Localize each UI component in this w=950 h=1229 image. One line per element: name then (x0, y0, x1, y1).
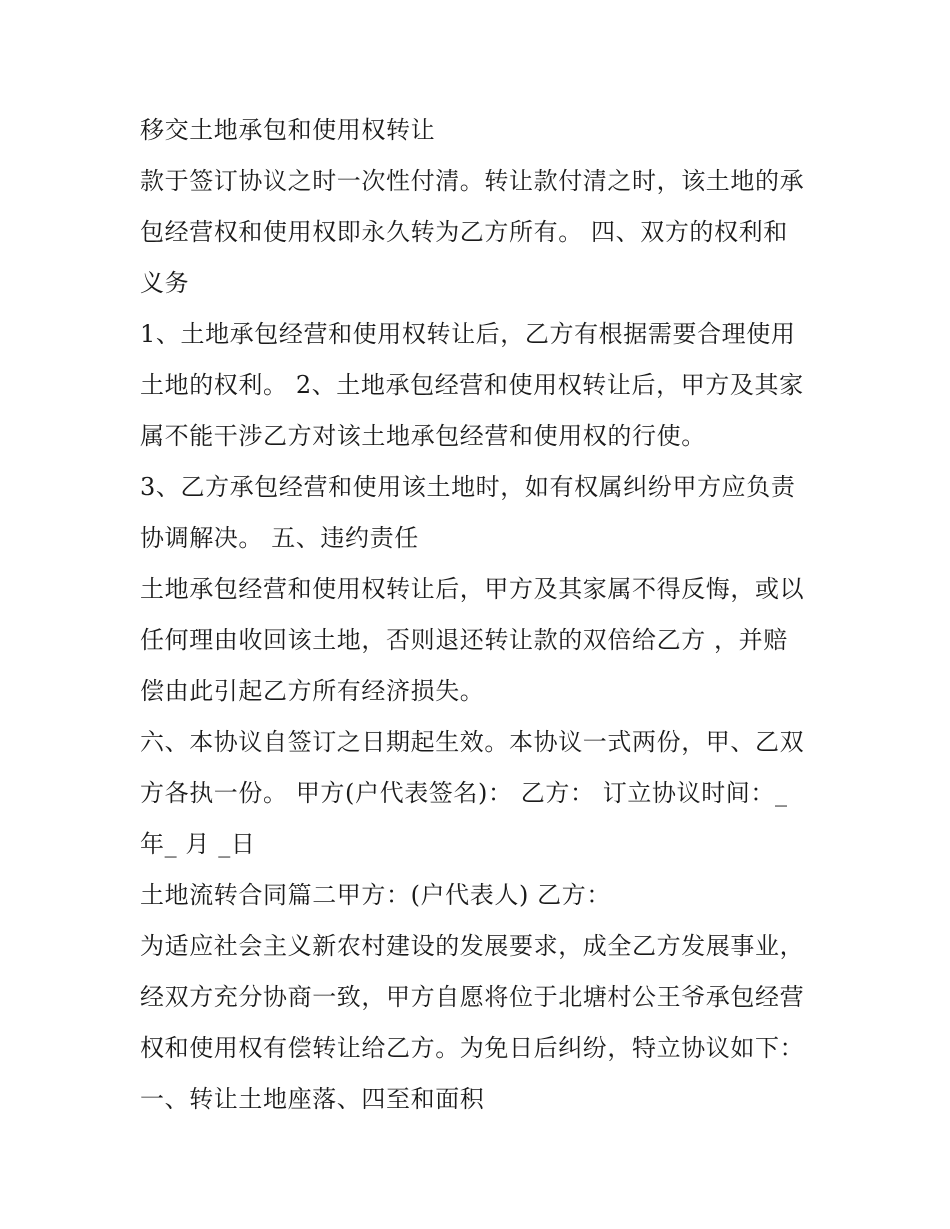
text-line: 一、转让土地座落、四至和面积 (140, 1085, 485, 1113)
text-line: 偿由此引起乙方所有经济损失。 (140, 677, 485, 705)
text-line: 款于签订协议之时一次性付清。转让款付清之时，该土地的承 (140, 167, 805, 195)
text-line: 方各执一份。 甲方(户代表签名)： 乙方： 订立协议时间：_ (140, 779, 788, 807)
text-line: 任何理由收回该土地，否则退还转让款的双倍给乙方 ，并赔 (140, 626, 788, 654)
text-line: 3、乙方承包经营和使用该土地时，如有权属纠纷甲方应负责 (140, 473, 796, 501)
text-line: 1、土地承包经营和使用权转让后，乙方有根据需要合理使用 (140, 320, 796, 348)
text-line: 土地流转合同篇二甲方：(户代表人) 乙方： (140, 881, 611, 909)
text-line: 协调解决。 五、违约责任 (140, 524, 419, 552)
text-line: 权和使用权有偿转让给乙方。为免日后纠纷，特立协议如下： (140, 1034, 805, 1062)
text-line: 包经营权和使用权即永久转为乙方所有。 四、双方的权利和 (140, 218, 788, 246)
document-body (140, 110, 820, 1130)
text-line: 土地承包经营和使用权转让后，甲方及其家属不得反悔，或以 (140, 575, 805, 603)
text-line: 移交土地承包和使用权转让 (140, 116, 436, 144)
text-line: 为适应社会主义新农村建设的发展要求，成全乙方发展事业， (140, 932, 805, 960)
text-line: 义务 (140, 269, 190, 297)
text-line: 年_ 月 _日 (140, 830, 256, 858)
text-line: 属不能干涉乙方对该土地承包经营和使用权的行使。 (140, 422, 706, 450)
text-line: 六、本协议自签订之日期起生效。本协议一式两份，甲、乙双 (140, 728, 805, 756)
text-line: 土地的权利。 2、土地承包经营和使用权转让后，甲方及其家 (140, 371, 804, 399)
text-line: 经双方充分协商一致，甲方自愿将位于北塘村公王爷承包经营 (140, 983, 805, 1011)
